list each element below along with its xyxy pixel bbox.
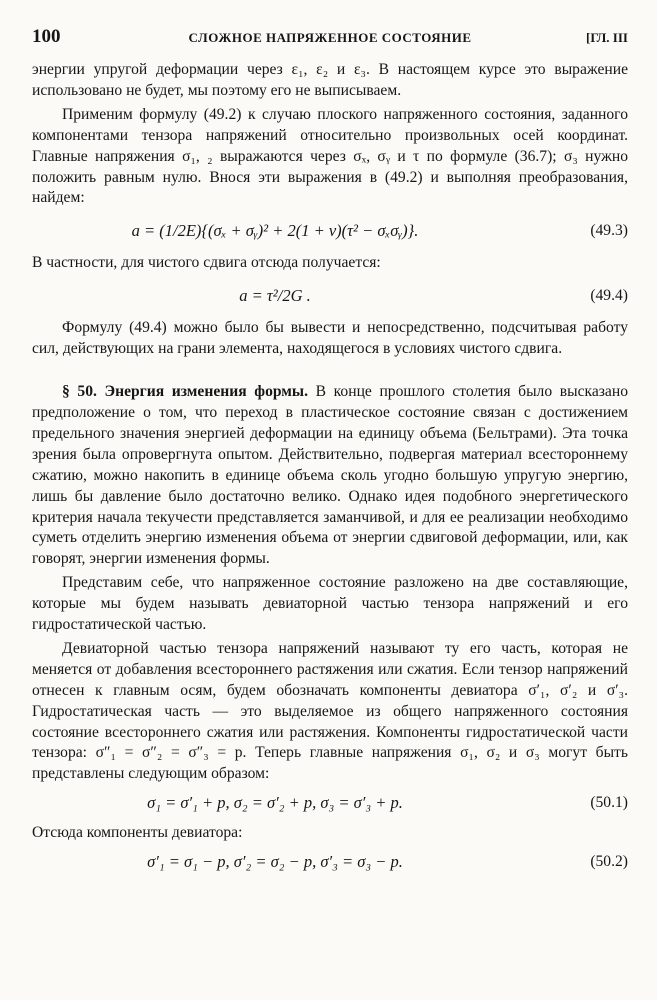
equation-50-1 [32,787,628,821]
paragraph-pure-shear: В частности, для чистого сдвига отсюда получается: [32,254,381,272]
equation-number: (49.4) [590,287,628,305]
paragraph-deviator-definition: Девиаторной частью тензора напряжений называют ту его часть, которая не меняется от добавления всестороннего растяжения или сжатия. Если тензор напряжений отнесен к главным осям, будем обозначать компоненты девиатора σ′₁, σ′₂ и σ′₃. Гидростатическая часть — это выделяемое из общего напряженного состояния состояние всестороннего сжатия или растяжения. Компоненты гидростатической части тензора: σ″₁ = σ″₂ = σ″₃ = p. Теперь главные напряжения σ₁, σ₂ и σ₃ могут быть представлены следующим образом: [32,639,628,783]
page-header [32,26,628,50]
chapter-label: [ГЛ. III [585,30,628,45]
paragraph-plane-stress: Применим формулу (49.2) к случаю плоского напряженного состояния, заданного компонентами тензора напряжений относительно произвольных осей координат. Главные напряжения σ₁, ₂ выражаются через σₓ, σᵧ и τ по формуле (36.7); σ₃ нужно положить равным нулю. Внося эти выражения в (49.2) и выполняя преобразования, найдем: [32,105,628,207]
paragraph-deviator-components: Отсюда компоненты девиатора: [32,824,243,842]
equation-expression: a = τ²/2G . [239,286,311,306]
section-50-text: В конце прошлого столетия было высказано предположение о том, что переход в пластическое состояние связан с достижением предельного значения энергией деформации на единицу объема (Бельтрами). Эта точка зрения была опровергнута опытом. Действительно, подвергая материал всестороннему сжатию, можно накопить в единице объема сколь угодно большую упругую энергию, лишь бы давление было достаточно велико. Однако идея подобного энергетического критерия начала текучести представляется заманчивой, и для ее реализации необходимо суметь отделить энергию изменения объема от энергии сдвиговой деформации, или, как говорят, энергии изменения формы. [32,383,628,568]
running-title: СЛОЖНОЕ НАПРЯЖЕННОЕ СОСТОЯНИЕ [188,30,472,45]
equation-number: (50.1) [590,794,628,812]
paragraph-continuation: энергии упругой деформации через ε₁, ε₂ и ε₃. В настоящем курсе это выражение использовано не будет, мы поэтому его не выписываем. [32,61,628,99]
equation-number: (50.2) [590,853,628,871]
equation-number: (49.3) [590,222,628,240]
paragraph-derivation-note: Формулу (49.4) можно было бы вывести и непосредственно, подсчитывая работу сил, действующих на грани элемента, находящегося в условиях чистого сдвига. [32,319,628,358]
equation-49-4 [32,276,628,316]
paragraph-decomposition: Представим себе, что напряженное состояние разложено на две составляющие, которые мы будем называть девиаторной частью тензора напряжений и его гидростатической частью. [32,574,628,634]
page-body [32,60,628,882]
page-number: 100 [32,26,61,47]
equation-50-2 [32,846,628,880]
section-50-paragraph [32,382,628,570]
section-title: § 50. Энергия изменения формы. [62,383,308,401]
equation-expression: σ₁ = σ′₁ + p, σ₂ = σ′₂ + p, σ₃ = σ′₃ + p. [147,793,403,813]
equation-expression: σ′₁ = σ₁ − p, σ′₂ = σ₂ − p, σ′₃ = σ₃ − p. [147,852,403,872]
equation-49-3 [32,211,628,251]
equation-expression: a = (1/2E){(σₓ + σᵧ)² + 2(1 + ν)(τ² − σₓσᵧ)}. [131,221,419,241]
